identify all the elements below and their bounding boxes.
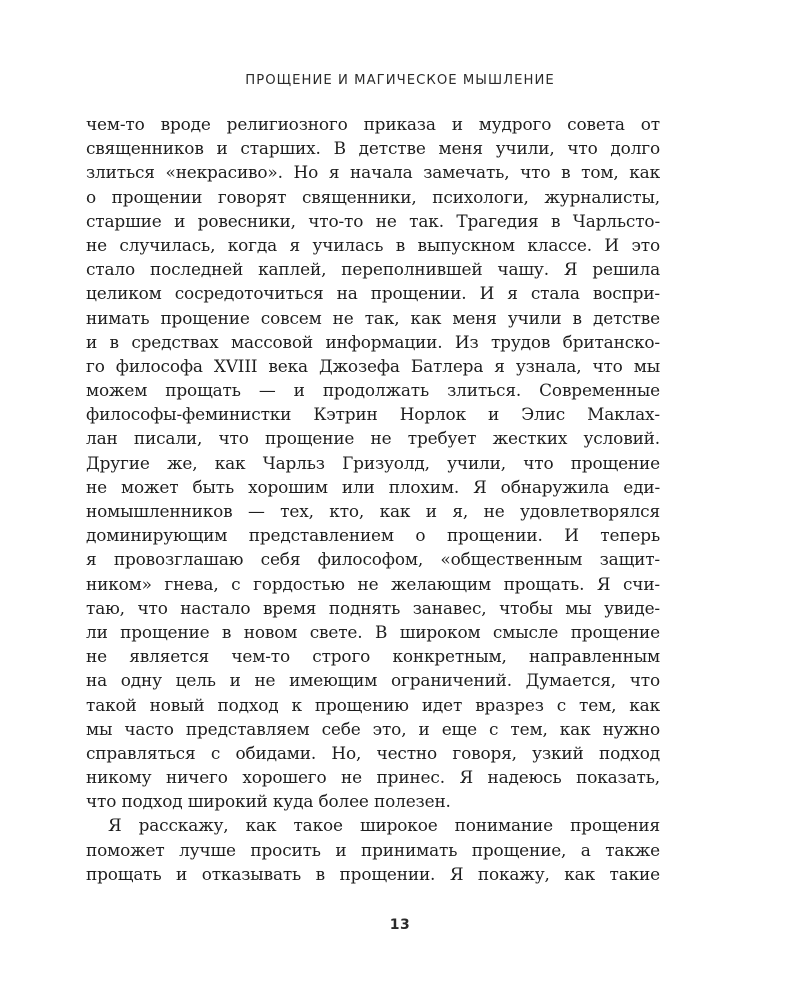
text-line: нимать прощение совсем не так, как меня учили в детстве — [86, 307, 660, 328]
text-line: мы часто представляем себе это, и еще с тем, как нужно — [86, 718, 660, 739]
text-line: такой новый подход к прощению идет вразрез с тем, как — [86, 694, 660, 715]
text-line: ли прощение в новом свете. В широком смысле прощение — [86, 621, 660, 642]
text-line: никому ничего хорошего не принес. Я надеюсь показать, — [86, 767, 660, 788]
text-line: го философа XVIII века Джозефа Батлера я узнала, что мы — [86, 355, 660, 376]
running-head: ПРОЩЕНИЕ И МАГИЧЕСКОЕ МЫШЛЕНИЕ — [245, 73, 555, 88]
text-line: на одну цель и не имеющим ограничений. Думается, что — [86, 670, 660, 691]
text-line: можем прощать — и продолжать злиться. Современные — [86, 380, 660, 401]
text-line: я провозглашаю себя философом, «общественным защит- — [86, 549, 660, 570]
body-text — [86, 112, 660, 886]
text-line: злиться «некрасиво». Но я начала замечать, что в том, как — [86, 162, 660, 183]
page-number: 13 — [389, 917, 411, 933]
text-line: доминирующим представлением о прощении. И теперь — [86, 525, 660, 546]
text-line: Я расскажу, как такое широкое понимание прощения — [108, 815, 660, 836]
text-line: священников и старших. В детстве меня учили, что долго — [86, 138, 660, 159]
text-line: справляться с обидами. Но, честно говоря, узкий подход — [86, 742, 660, 763]
text-line: чем-то вроде религиозного приказа и мудрого совета от — [86, 114, 660, 134]
text-line: стало последней каплей, переполнившей чашу. Я решила — [86, 259, 660, 280]
text-line: ником» гнева, с гордостью не желающим прощать. Я счи- — [86, 573, 660, 594]
text-line: не является чем-то строго конкретным, направленным — [86, 646, 660, 667]
text-line: таю, что настало время поднять занавес, чтобы мы увиде- — [86, 597, 660, 618]
text-line: прощать и отказывать в прощении. Я покажу, как такие — [86, 863, 660, 884]
text-line: Другие же, как Чарльз Гризуолд, учили, что прощение — [86, 452, 660, 473]
text-line: не случилась, когда я училась в выпускном классе. И это — [86, 234, 660, 255]
text-line: номышленников — тех, кто, как и я, не удовлетворялся — [86, 501, 660, 521]
text-line: о прощении говорят священники, психологи, журналисты, — [86, 186, 660, 207]
text-line: что подход широкий куда более полезен. — [86, 791, 451, 812]
text-line: и в средствах массовой информации. Из трудов британско- — [86, 331, 660, 352]
text-line: целиком сосредоточиться на прощении. И я стала воспри- — [86, 283, 660, 304]
text-line: не может быть хорошим или плохим. Я обнаружила еди- — [86, 476, 660, 497]
text-line: философы-феминистки Кэтрин Норлок и Элис Маклах- — [86, 404, 660, 425]
text-line: поможет лучше просить и принимать прощение, а также — [86, 839, 660, 860]
text-line: старшие и ровесники, что-то не так. Трагедия в Чарльсто- — [86, 210, 660, 231]
text-line: лан писали, что прощение не требует жестких условий. — [86, 428, 660, 449]
